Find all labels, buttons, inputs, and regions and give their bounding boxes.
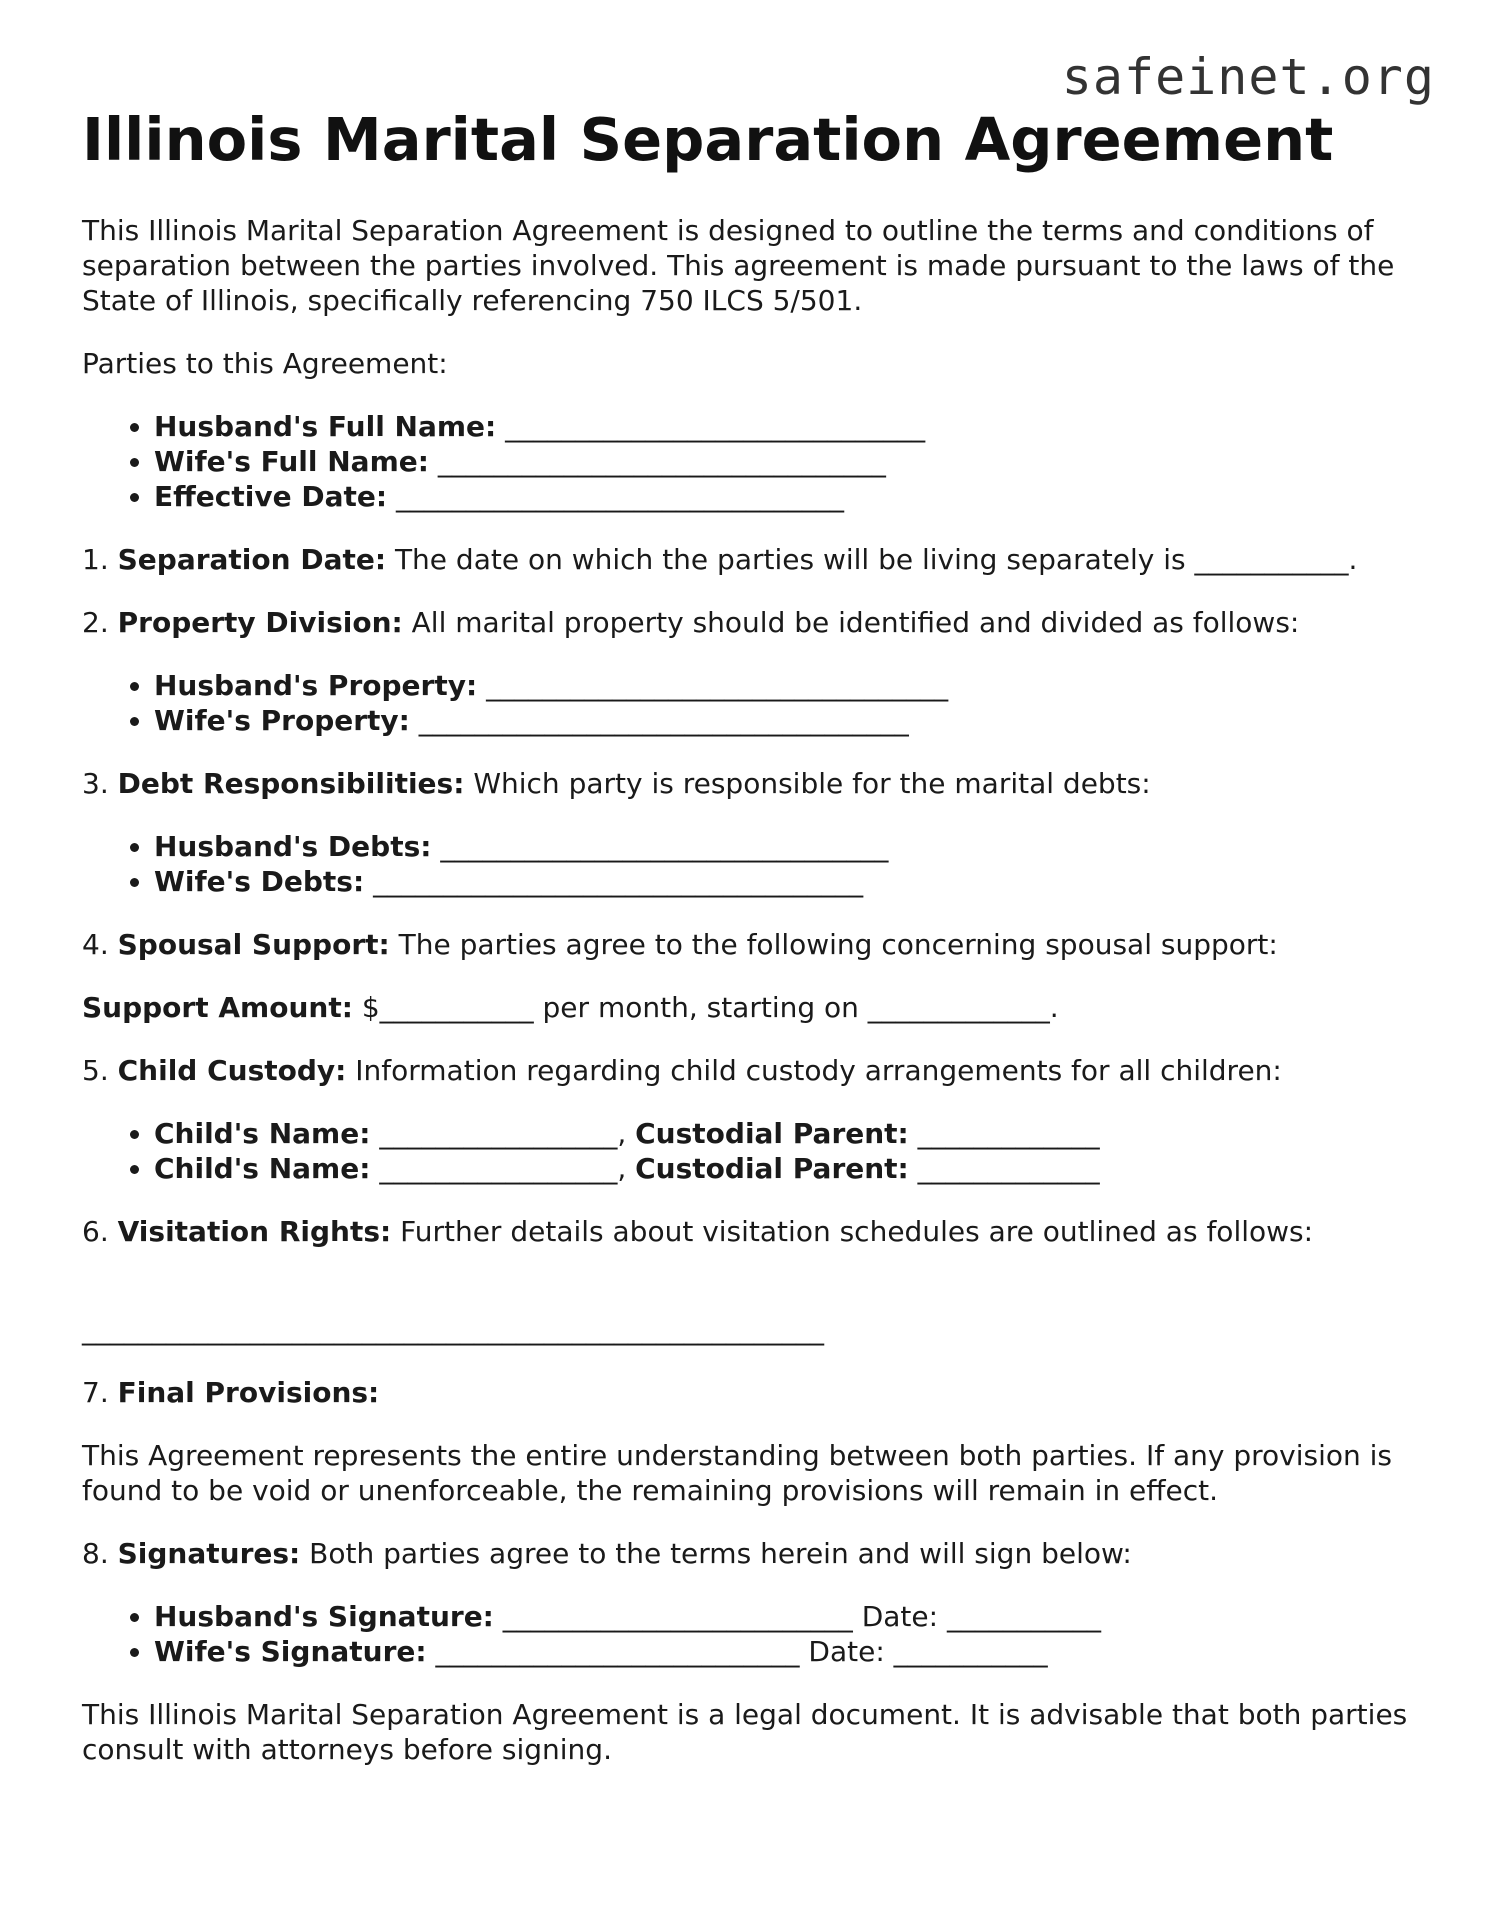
- section-spousal-support: [82, 927, 1422, 962]
- field-label: Wife's Full Name:: [154, 445, 429, 478]
- list-item: [154, 864, 1422, 899]
- field-label: Husband's Signature:: [154, 1600, 494, 1633]
- husband-debts-field[interactable]: ________________________________: [440, 830, 889, 863]
- property-list: [82, 668, 1422, 738]
- support-amount-field[interactable]: $___________ per month, starting on _____________.: [361, 991, 1059, 1024]
- section-text: The parties agree to the following concerning spousal support:: [398, 928, 1278, 961]
- list-item: [154, 444, 1422, 479]
- support-amount-line: [82, 990, 1422, 1025]
- section-debt-responsibilities: [82, 766, 1422, 801]
- section-number: 5.: [82, 1054, 109, 1087]
- section-property-division: [82, 605, 1422, 640]
- section-visitation-rights: [82, 1214, 1422, 1249]
- field-label: Custodial Parent:: [635, 1117, 909, 1150]
- document: [82, 100, 1422, 1767]
- section-title: Child Custody:: [117, 1054, 347, 1087]
- signatures-list: [82, 1599, 1422, 1669]
- section-number: 7.: [82, 1376, 109, 1409]
- section-title: Property Division:: [117, 606, 403, 639]
- section-title: Final Provisions:: [117, 1376, 380, 1409]
- watermark: safeinet.org: [1061, 48, 1435, 106]
- wife-signature-field[interactable]: __________________________: [435, 1635, 800, 1668]
- list-item: [154, 1116, 1422, 1151]
- debts-list: [82, 829, 1422, 899]
- section-text: Information regarding child custody arrangements for all children:: [355, 1054, 1282, 1087]
- list-item: [154, 703, 1422, 738]
- field-label: Support Amount:: [82, 991, 353, 1024]
- final-provisions-text: This Agreement represents the entire understanding between both parties. If any provision is found to be void or unenforceable, the remaining provisions will remain in effect.: [82, 1439, 1392, 1507]
- spacer: [82, 1277, 1422, 1312]
- date-label: Date:: [808, 1635, 885, 1668]
- list-item: [154, 409, 1422, 444]
- wife-property-field[interactable]: ___________________________________: [418, 704, 909, 737]
- section-number: 2.: [82, 606, 109, 639]
- field-label: Effective Date:: [154, 480, 388, 513]
- wife-name-field[interactable]: ________________________________: [437, 445, 886, 478]
- effective-date-field[interactable]: ________________________________: [395, 480, 844, 513]
- husband-name-field[interactable]: ______________________________: [505, 410, 926, 443]
- parties-list: [82, 409, 1422, 514]
- list-item: [154, 1151, 1422, 1186]
- field-label: Husband's Full Name:: [154, 410, 497, 443]
- section-title: Visitation Rights:: [117, 1215, 392, 1248]
- closing-paragraph: This Illinois Marital Separation Agreement is a legal document. It is advisable that both parties consult with attorneys before signing.: [82, 1698, 1408, 1766]
- child-name-field[interactable]: _________________,: [379, 1152, 627, 1185]
- field-label: Husband's Debts:: [154, 830, 432, 863]
- list-item: [154, 1634, 1422, 1669]
- husband-property-field[interactable]: _________________________________: [486, 669, 949, 702]
- list-item: [154, 668, 1422, 703]
- section-child-custody: [82, 1053, 1422, 1088]
- custodial-parent-field[interactable]: _____________: [917, 1117, 1100, 1150]
- section-title: Separation Date:: [117, 543, 387, 576]
- field-label: Child's Name:: [154, 1117, 371, 1150]
- section-text: Which party is responsible for the marital debts:: [473, 767, 1151, 800]
- section-number: 6.: [82, 1215, 109, 1248]
- field-label: Child's Name:: [154, 1152, 371, 1185]
- custody-list: [82, 1116, 1422, 1186]
- visitation-details-field[interactable]: _____________________________________________________: [82, 1313, 824, 1346]
- wife-debts-field[interactable]: ___________________________________: [373, 865, 864, 898]
- husband-signature-date-field[interactable]: ___________: [946, 1600, 1101, 1633]
- section-separation-date: [82, 542, 1422, 577]
- list-item: [154, 1599, 1422, 1634]
- section-title: Spousal Support:: [117, 928, 390, 961]
- section-number: 4.: [82, 928, 109, 961]
- section-text: The date on which the parties will be living separately is ___________.: [394, 543, 1358, 576]
- list-item: [154, 479, 1422, 514]
- section-number: 1.: [82, 543, 109, 576]
- section-text: Further details about visitation schedules are outlined as follows:: [400, 1215, 1314, 1248]
- section-final-provisions: [82, 1375, 1422, 1410]
- field-label: Husband's Property:: [154, 669, 478, 702]
- section-title: Signatures:: [117, 1537, 301, 1570]
- field-label: Wife's Debts:: [154, 865, 365, 898]
- wife-signature-date-field[interactable]: ___________: [893, 1635, 1048, 1668]
- section-signatures: [82, 1536, 1422, 1571]
- parties-heading: Parties to this Agreement:: [82, 347, 448, 380]
- section-number: 8.: [82, 1537, 109, 1570]
- field-label: Wife's Signature:: [154, 1635, 427, 1668]
- intro-paragraph: This Illinois Marital Separation Agreement is designed to outline the terms and conditions of separation between the parties involved. This agreement is made pursuant to the laws of the State of Illinois, specifically referencing 750 ILCS 5/501.: [82, 214, 1395, 317]
- field-label: Custodial Parent:: [635, 1152, 909, 1185]
- document-title: Illinois Marital Separation Agreement: [82, 105, 1334, 174]
- section-number: 3.: [82, 767, 109, 800]
- field-label: Wife's Property:: [154, 704, 410, 737]
- list-item: [154, 829, 1422, 864]
- custodial-parent-field[interactable]: _____________: [917, 1152, 1100, 1185]
- section-text: Both parties agree to the terms herein and will sign below:: [309, 1537, 1132, 1570]
- husband-signature-field[interactable]: _________________________: [502, 1600, 853, 1633]
- section-title: Debt Responsibilities:: [117, 767, 465, 800]
- date-label: Date:: [861, 1600, 939, 1633]
- section-text: All marital property should be identified and divided as follows:: [411, 606, 1300, 639]
- child-name-field[interactable]: _________________,: [379, 1117, 627, 1150]
